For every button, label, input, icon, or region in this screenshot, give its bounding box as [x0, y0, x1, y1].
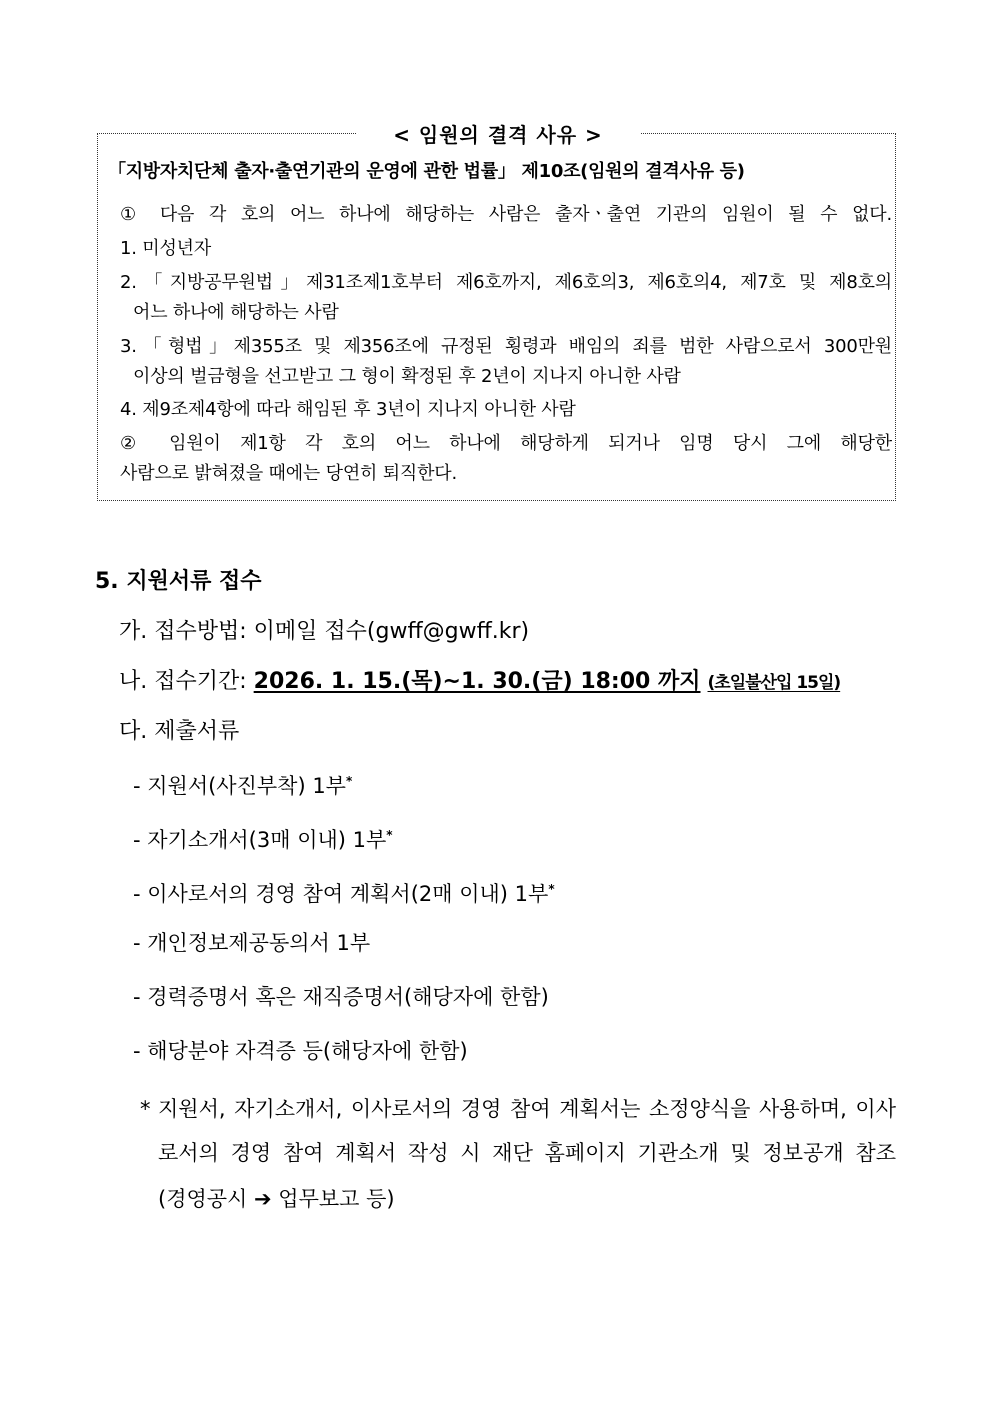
section-title: 5. 지원서류 접수	[95, 569, 262, 594]
note-mark: *	[140, 1097, 151, 1121]
required-star: *	[548, 882, 555, 896]
receipt-method	[119, 616, 529, 648]
document-item-text: - 자기소개서(3매 이내) 1부	[133, 828, 387, 852]
document-item-text: - 해당분야 자격증 등(해당자에 한함)	[133, 1039, 468, 1063]
receipt-method-label: 가. 접수방법:	[119, 619, 254, 644]
receipt-period-value: 2026. 1. 15.(목)~1. 30.(금) 18:00 까지	[253, 669, 701, 694]
document-item	[133, 874, 555, 909]
box-title: < 임원의 결격 사유 >	[356, 120, 640, 150]
documents-label: 다. 제출서류	[119, 719, 240, 744]
clause-1-item-1: 1. 미성년자	[120, 238, 212, 259]
document-item-text: - 지원서(사진부착) 1부	[133, 774, 346, 798]
clause-2: ② 임원이 제1항 각 호의 어느 하나에 해당하게 되거나 임명 당시 그에 해당한	[120, 433, 892, 454]
document-item	[133, 820, 393, 855]
clause-1: ① 다음 각 호의 어느 하나에 해당하는 사람은 출자ㆍ출연 기관의 임원이 될 수 없다.	[120, 204, 892, 225]
document-item	[133, 928, 370, 958]
required-star: *	[345, 774, 353, 788]
document-item	[133, 766, 352, 801]
document-item-text: - 개인정보제공동의서 1부	[133, 931, 371, 955]
law-title: 「지방자치단체 출자·출연기관의 운영에 관한 법률」 제10조(임원의 결격사유 등)	[108, 161, 745, 182]
clause-1-item-4: 4. 제9조제4항에 따라 해임된 후 3년이 지나지 아니한 사람	[120, 399, 576, 420]
clause-2-cont: 사람으로 밝혀졌을 때에는 당연히 퇴직한다.	[120, 463, 457, 484]
receipt-method-value: 이메일 접수(gwff@gwff.kr)	[253, 619, 530, 644]
document-item-text: - 이사로서의 경영 참여 계획서(2매 이내) 1부	[133, 882, 549, 906]
clause-1-item-2-cont: 어느 하나에 해당하는 사람	[133, 302, 339, 323]
clause-1-item-3: 3.「형법」제355조 및 제356조에 규정된 횡령과 배임의 죄를 범한 사람으로서 300만원	[120, 336, 892, 357]
document-item-text: - 경력증명서 혹은 재직증명서(해당자에 한함)	[133, 985, 549, 1009]
required-star: *	[386, 828, 393, 842]
note-line: 로서의 경영 참여 계획서 작성 시 재단 홈페이지 기관소개 및 정보공개 참조	[158, 1141, 896, 1165]
clause-1-item-3-cont: 이상의 벌금형을 선고받고 그 형이 확정된 후 2년이 지나지 아니한 사람	[133, 366, 681, 387]
clause-1-item-2: 2.「지방공무원법」제31조제1호부터 제6호까지, 제6호의3, 제6호의4, 제7호 및 제8호의	[120, 272, 892, 293]
receipt-period	[119, 666, 840, 699]
receipt-period-label: 나. 접수기간:	[119, 669, 254, 694]
note-line: 지원서, 자기소개서, 이사로서의 경영 참여 계획서는 소정양식을 사용하며, 이사	[158, 1097, 896, 1121]
receipt-period-note: (초일불산입 15일)	[707, 673, 841, 693]
document-item	[133, 1036, 468, 1066]
note-line: (경영공시 ➔ 업무보고 등)	[158, 1187, 395, 1211]
document-item	[133, 982, 549, 1012]
